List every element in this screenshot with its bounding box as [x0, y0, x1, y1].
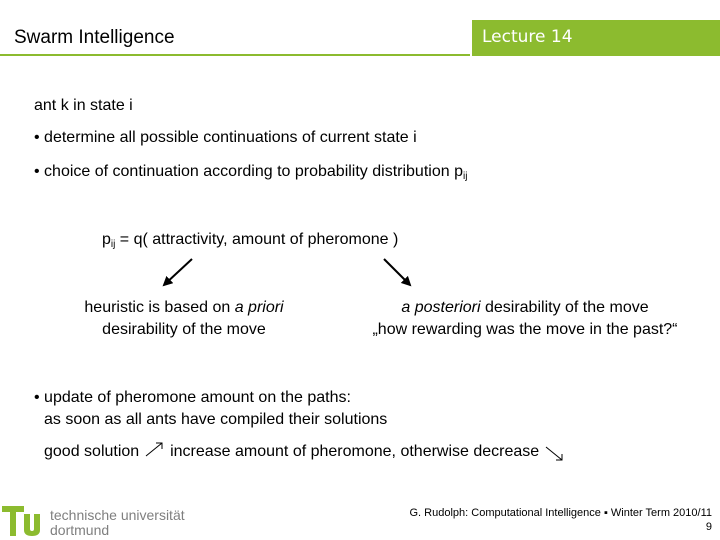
logo-text-line1: technische universität — [50, 507, 185, 523]
bullet-update: • update of pheromone amount on the paths: — [34, 389, 351, 406]
good-solution-line — [44, 440, 566, 464]
slide-heading: ant k in state i — [34, 97, 133, 114]
logo-text-line2: dortmund — [50, 522, 110, 538]
a-priori-term: a priori — [234, 299, 284, 316]
a-posteriori-term: a posteriori — [401, 299, 481, 316]
arrow-right-icon — [384, 259, 410, 285]
bullet-probability-subscript: ij — [462, 171, 468, 182]
tu-logo-icon — [2, 500, 48, 540]
branch-a-priori-prefix: heuristic is based on — [84, 299, 235, 316]
branch-a-priori-line1 — [44, 298, 324, 318]
branch-a-priori — [44, 298, 324, 340]
arrow-up-right-icon — [144, 440, 166, 458]
good-solution-prefix: good solution — [44, 443, 144, 460]
formula-rest: = q( attractivity, amount of pheromone ) — [115, 231, 399, 248]
formula-subscript: ij — [110, 239, 116, 250]
formula-p: p — [102, 231, 111, 248]
footer-citation: G. Rudolph: Computational Intelligence ▪ Winter Term 2010/11 — [409, 507, 712, 519]
branch-a-priori-line2: desirability of the move — [102, 321, 266, 338]
branch-a-posteriori — [340, 298, 710, 340]
bullet-update-detail: as soon as all ants have compiled their solutions — [44, 411, 388, 428]
good-solution-text: increase amount of pheromone, otherwise decrease — [165, 443, 544, 460]
page-number: 9 — [705, 521, 712, 533]
arrow-down-right-icon — [544, 444, 566, 464]
bullet-continuations: • determine all possible continuations of current state i — [34, 129, 417, 146]
branch-a-posteriori-suffix: desirability of the move — [480, 299, 649, 316]
branch-a-posteriori-line2: „how rewarding was the move in the past?“ — [372, 321, 678, 338]
university-logo — [0, 500, 200, 540]
bullet-probability-text: • choice of continuation according to probability distribution p — [34, 163, 463, 180]
course-title: Swarm Intelligence — [14, 27, 175, 48]
branch-a-posteriori-line1 — [340, 298, 710, 318]
arrow-left-icon — [164, 259, 192, 285]
lecture-label: Lecture 14 — [482, 27, 573, 47]
